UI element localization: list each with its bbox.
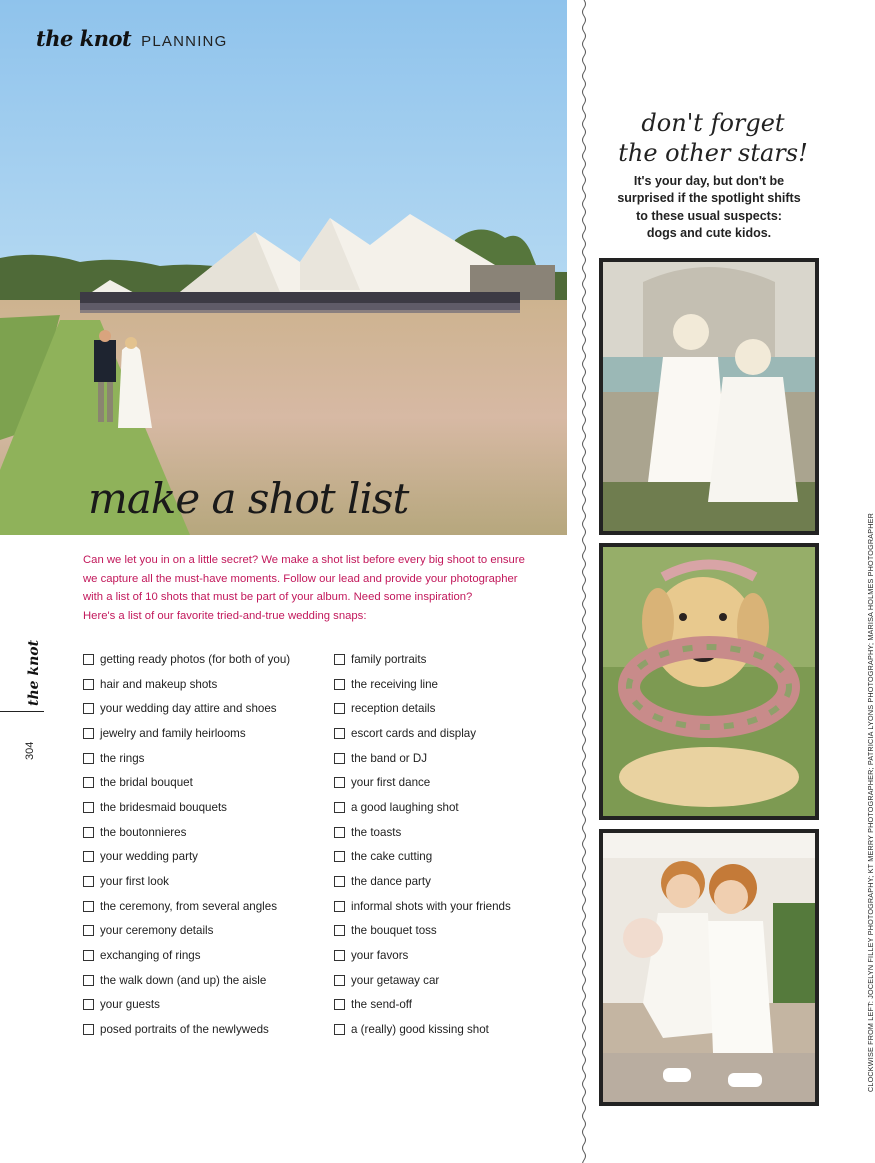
checklist-label: hair and makeup shots bbox=[100, 677, 218, 691]
checklist-item[interactable] bbox=[334, 845, 574, 870]
sidebar-title-line: the other stars! bbox=[618, 139, 808, 167]
checklist-label: your wedding day attire and shoes bbox=[100, 702, 277, 716]
checkbox[interactable] bbox=[83, 728, 94, 739]
checkbox[interactable] bbox=[83, 753, 94, 764]
checklist-label: the band or DJ bbox=[351, 751, 428, 765]
section-label: PLANNING bbox=[141, 33, 228, 50]
checklist-item[interactable] bbox=[83, 647, 323, 672]
checklist-label: your first look bbox=[100, 875, 169, 889]
checklist-label: escort cards and display bbox=[351, 726, 477, 740]
wavy-divider bbox=[578, 0, 590, 1163]
checklist-item[interactable] bbox=[83, 894, 323, 919]
checklist-item[interactable] bbox=[334, 672, 574, 697]
checklist-item[interactable] bbox=[83, 795, 323, 820]
checklist-item[interactable] bbox=[83, 672, 323, 697]
checkbox[interactable] bbox=[334, 827, 345, 838]
checkbox[interactable] bbox=[83, 901, 94, 912]
checkbox[interactable] bbox=[83, 975, 94, 986]
checklist-item[interactable] bbox=[334, 647, 574, 672]
checklist-label: family portraits bbox=[351, 652, 427, 666]
checkbox[interactable] bbox=[83, 999, 94, 1010]
checkbox[interactable] bbox=[83, 679, 94, 690]
brand-header bbox=[36, 26, 227, 51]
intro-text bbox=[83, 551, 553, 625]
checklist-item[interactable] bbox=[83, 943, 323, 968]
side-brand-logo bbox=[18, 639, 48, 710]
checklist-label: a (really) good kissing shot bbox=[351, 1023, 489, 1037]
checklist-item[interactable] bbox=[334, 993, 574, 1018]
checklist-label: your ceremony details bbox=[100, 924, 214, 938]
checkbox[interactable] bbox=[83, 876, 94, 887]
checkbox[interactable] bbox=[83, 654, 94, 665]
checklist-label: a good laughing shot bbox=[351, 800, 459, 814]
checklist-label: exchanging of rings bbox=[100, 949, 201, 963]
checkbox[interactable] bbox=[83, 950, 94, 961]
checkbox[interactable] bbox=[334, 999, 345, 1010]
checkbox[interactable] bbox=[334, 703, 345, 714]
checklist-label: jewelry and family heirlooms bbox=[100, 726, 246, 740]
checklist-label: the boutonnieres bbox=[100, 825, 187, 839]
checklist-item[interactable] bbox=[83, 845, 323, 870]
checklist-label: the cake cutting bbox=[351, 850, 433, 864]
checklist-label: your getaway car bbox=[351, 973, 440, 987]
checklist-label: posed portraits of the newlyweds bbox=[100, 1023, 269, 1037]
intro-line: Here's a list of our favorite tried-and-true wedding snaps: bbox=[83, 609, 367, 622]
intro-line: we capture all the must-have moments. Follow our lead and provide your photographer bbox=[83, 572, 518, 585]
checklist-item[interactable] bbox=[83, 869, 323, 894]
sidebar-subtitle-line: surprised if the spotlight shifts bbox=[617, 191, 801, 206]
checklist-item[interactable] bbox=[83, 746, 323, 771]
checklist-item[interactable] bbox=[83, 968, 323, 993]
checklist-item[interactable] bbox=[334, 943, 574, 968]
checkbox[interactable] bbox=[334, 777, 345, 788]
intro-line: Can we let you in on a little secret? We make a shot list before every big shoot to ensure bbox=[83, 554, 525, 566]
checklist-label: the dance party bbox=[351, 875, 431, 889]
checklist-item[interactable] bbox=[83, 919, 323, 944]
checklist-item[interactable] bbox=[334, 770, 574, 795]
sidebar-title bbox=[598, 108, 828, 168]
checklist-label: reception details bbox=[351, 702, 436, 716]
hero-photo bbox=[0, 0, 567, 535]
checkbox[interactable] bbox=[334, 975, 345, 986]
checkbox[interactable] bbox=[334, 728, 345, 739]
checklist-item[interactable] bbox=[83, 1017, 323, 1042]
bride-and-groom-walking-to-tent-photo bbox=[0, 0, 567, 535]
checkbox[interactable] bbox=[334, 851, 345, 862]
checklist-item[interactable] bbox=[83, 770, 323, 795]
checkbox[interactable] bbox=[83, 703, 94, 714]
checklist-label: the send-off bbox=[351, 998, 413, 1012]
checklist-right bbox=[334, 647, 574, 1042]
checklist-label: the bridal bouquet bbox=[100, 776, 193, 790]
dog-with-flower-wreath-photo bbox=[599, 543, 819, 820]
checklist-label: the bridesmaid bouquets bbox=[100, 800, 227, 814]
checklist-item[interactable] bbox=[83, 696, 323, 721]
checklist-item[interactable] bbox=[334, 1017, 574, 1042]
checklist-item[interactable] bbox=[83, 993, 323, 1018]
checkbox[interactable] bbox=[83, 802, 94, 813]
checkbox[interactable] bbox=[83, 1024, 94, 1035]
checklist-label: the walk down (and up) the aisle bbox=[100, 973, 267, 987]
checkbox[interactable] bbox=[83, 827, 94, 838]
checkbox[interactable] bbox=[334, 679, 345, 690]
checklist-item[interactable] bbox=[334, 746, 574, 771]
checkbox[interactable] bbox=[334, 1024, 345, 1035]
checkbox[interactable] bbox=[83, 777, 94, 788]
checklist-label: the rings bbox=[100, 751, 145, 765]
checklist-label: getting ready photos (for both of you) bbox=[100, 652, 291, 666]
checklist-label: your first dance bbox=[351, 776, 431, 790]
checkbox[interactable] bbox=[334, 950, 345, 961]
page-number: 304 bbox=[24, 741, 36, 760]
checklist-item[interactable] bbox=[83, 820, 323, 845]
checkbox[interactable] bbox=[334, 876, 345, 887]
checklist-left bbox=[83, 647, 323, 1042]
flower-girls-photo bbox=[599, 258, 819, 535]
checklist-item[interactable] bbox=[334, 968, 574, 993]
checkbox[interactable] bbox=[334, 654, 345, 665]
photo-credit: CLOCKWISE FROM LEFT: JOCELYN FILLEY PHOTOGRAPHY; KT MERRY PHOTOGRAPHER; PATRICIA LYONS PHOTOGRAPHY; MARISA HOLMES PHOTOGRAPHER bbox=[866, 512, 875, 1092]
checklist-label: your wedding party bbox=[100, 850, 198, 864]
checklist-item[interactable] bbox=[334, 919, 574, 944]
checklist-item[interactable] bbox=[334, 894, 574, 919]
checklist-item[interactable] bbox=[334, 820, 574, 845]
brand-logo: the knot bbox=[36, 26, 132, 51]
checklist-label: the ceremony, from several angles bbox=[100, 899, 277, 913]
checklist-item[interactable] bbox=[334, 795, 574, 820]
checklist-label: your favors bbox=[351, 949, 409, 963]
page-title: make a shot list bbox=[88, 474, 409, 523]
sidebar-title-line: don't forget bbox=[641, 109, 785, 137]
checklist-label: informal shots with your friends bbox=[351, 899, 511, 913]
intro-line: with a list of 10 shots that must be part of your album. Need some inspiration? bbox=[83, 591, 473, 604]
sidebar-subtitle bbox=[603, 173, 815, 243]
checklist-label: the receiving line bbox=[351, 677, 439, 691]
side-rule bbox=[0, 711, 44, 712]
side-brand-text: the knot bbox=[26, 639, 42, 706]
checkbox[interactable] bbox=[334, 802, 345, 813]
checkbox[interactable] bbox=[334, 901, 345, 912]
checkbox[interactable] bbox=[334, 753, 345, 764]
checkbox[interactable] bbox=[334, 925, 345, 936]
checklist-label: the toasts bbox=[351, 825, 402, 839]
sidebar-subtitle-line: dogs and cute kidos. bbox=[646, 226, 772, 241]
sidebar-subtitle-line: to these usual suspects: bbox=[636, 208, 782, 223]
checklist-item[interactable] bbox=[334, 696, 574, 721]
checkbox[interactable] bbox=[83, 851, 94, 862]
checkbox[interactable] bbox=[83, 925, 94, 936]
checklist-label: the bouquet toss bbox=[351, 924, 437, 938]
page-number-box bbox=[22, 738, 36, 762]
checklist-label: your guests bbox=[100, 998, 160, 1012]
sidebar-subtitle-line: It's your day, but don't be bbox=[633, 174, 785, 188]
ring-bearers-photo bbox=[599, 829, 819, 1106]
checklist-item[interactable] bbox=[334, 869, 574, 894]
checklist-item[interactable] bbox=[83, 721, 323, 746]
checklist-item[interactable] bbox=[334, 721, 574, 746]
